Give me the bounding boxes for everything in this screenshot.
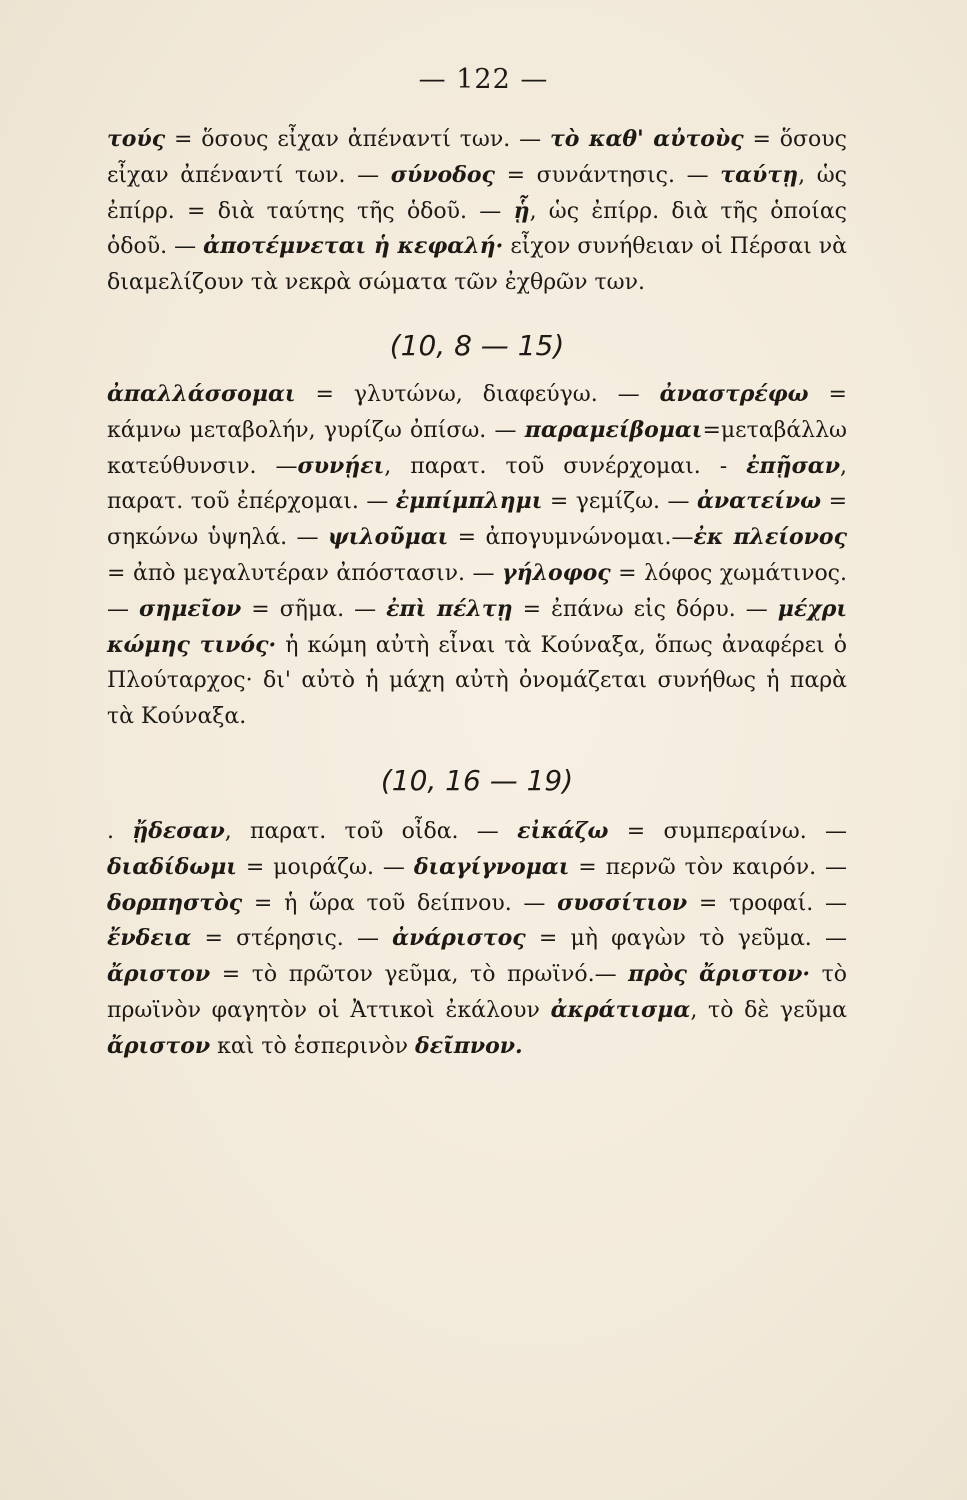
glossary-term: ἐκ πλείονος: [693, 524, 847, 551]
definition-text: = σῆμα. —: [241, 596, 387, 622]
glossary-term: ἐπὶ πέλτῃ: [386, 595, 513, 622]
page-content: [107, 122, 847, 1065]
definition-text: τὸ πρωϊνὸν φαγητὸν οἱ Ἀττικοὶ ἐκάλουν: [107, 962, 847, 1023]
glossary-term: ἄριστον: [107, 961, 211, 988]
definition-text: = περνῶ τὸν καιρόν. —: [569, 854, 847, 880]
section-heading-10-8-15: (10, 8 — 15): [389, 328, 565, 362]
glossary-term: συνῄει: [297, 452, 385, 479]
glossary-term: διαδίδωμι: [107, 853, 237, 880]
definition-text: = κάμνω μεταβολήν, γυρίζω ὀπίσω. —: [107, 381, 847, 443]
definition-text: = ἡ ὥρα τοῦ δείπνου. —: [242, 890, 558, 916]
glossary-term: ἄριστον: [107, 1032, 211, 1059]
page-number: — 122 —: [418, 64, 549, 95]
glossary-term: δορπηστὸς: [107, 889, 243, 916]
definition-text: , παρατ. τοῦ συνέρχομαι. -: [384, 453, 747, 479]
definition-text: = ἐπάνω εἰς δόρυ. —: [512, 596, 778, 622]
definition-text: , τὸ δὲ γεῦμα: [690, 997, 847, 1023]
glossary-term: ταύτῃ: [720, 161, 799, 188]
glossary-term: τούς: [107, 126, 166, 152]
definition-text: = ὅσους εἶχαν ἀπέναντί των. —: [165, 127, 550, 152]
definition-text: , παρατ. τοῦ οἶδα. —: [224, 818, 518, 844]
glossary-term: γήλοφος: [502, 559, 611, 586]
definition-text: = συμπεραίνω. —: [608, 818, 847, 844]
glossary-term: ἀκράτισμα: [550, 996, 691, 1023]
glossary-term: συσσίτιον: [557, 889, 688, 916]
definition-text: = μοιράζω. —: [236, 854, 414, 880]
glossary-term: ψιλοῦμαι: [327, 524, 449, 551]
definition-text: ἡ κώμη αὐτὴ εἶναι τὰ Κούναξα, ὅπως ἀναφέρει ὁ Πλούταρχος· δι' αὐτὸ ἡ μάχη αὐτὴ ὀνομάζεται συνήθως ἡ παρὰ τὰ Κούναξα.: [107, 632, 847, 730]
glossary-term: ᾔδεσαν: [132, 817, 225, 844]
definition-text: = ἀπὸ μεγαλυτέραν ἀπόστασιν. —: [107, 560, 503, 586]
definition-text: = τὸ πρῶτον γεῦμα, τὸ πρωϊνό.—: [210, 962, 629, 988]
glossary-term: ἀνατείνω: [696, 488, 822, 515]
glossary-term: ἀπαλλάσσομαι: [107, 380, 296, 407]
definition-text: = γεμίζω. —: [542, 489, 697, 515]
definition-text: = τροφαί. —: [687, 890, 847, 916]
glossary-term: ἀναστρέφω: [659, 380, 809, 407]
glossary-term: διαγίγνομαι: [413, 853, 570, 880]
glossary-term: εἰκάζω: [517, 817, 609, 844]
glossary-paragraph-2: [107, 377, 847, 735]
glossary-term: ἀποτέμνεται ἡ κεφαλή·: [203, 233, 504, 260]
glossary-paragraph-1: [107, 122, 847, 301]
glossary-term: τὸ καθ' αὐτοὺς: [549, 126, 744, 152]
definition-text: , παρατ. τοῦ ἐπέρχομαι. —: [107, 453, 847, 515]
definition-text: = γλυτώνω, διαφεύγω. —: [295, 381, 660, 407]
glossary-term: ἐπῇσαν: [746, 452, 840, 479]
definition-text: = σηκώνω ὑψηλά. —: [107, 489, 848, 551]
glossary-term: ἀνάριστος: [392, 925, 526, 952]
definition-text: = ὅσους εἶχαν ἀπέναντί των. —: [107, 127, 847, 188]
section-heading-10-16-19: (10, 16 — 19): [380, 763, 574, 797]
glossary-term: μέχρι κώμης τινός·: [107, 595, 847, 658]
definition-text: =μεταβάλλω κατεύθυνσιν. —: [107, 417, 847, 479]
glossary-term: σύνοδος: [390, 161, 495, 188]
definition-text: = μὴ φαγὼν τὸ γεῦμα. —: [525, 926, 847, 952]
definition-text: = συνάντησις. —: [494, 162, 721, 188]
definition-text: εἶχον συνήθειαν οἱ Πέρσαι νὰ διαμελίζουν τὰ νεκρὰ σώματα τῶν ἐχθρῶν των.: [107, 234, 847, 296]
definition-text: = ἀπογυμνώνομαι.—: [448, 525, 694, 551]
glossary-paragraph-3: [107, 814, 847, 1065]
definition-text: , ὡς ἐπίρρ. διὰ τῆς ὁποίας ὁδοῦ. —: [107, 198, 848, 260]
definition-text: = λόφος χωμάτινος. —: [107, 560, 847, 622]
glossary-term: δεῖπνον.: [415, 1032, 523, 1059]
glossary-term: ἔνδεια: [107, 925, 192, 952]
definition-text: = στέρησις. —: [191, 926, 393, 952]
glossary-term: σημεῖον: [139, 595, 242, 622]
glossary-term: πρὸς ἄριστον·: [628, 961, 810, 988]
glossary-term: ᾗ: [513, 197, 530, 224]
glossary-term: παραμείβομαι: [524, 416, 703, 443]
glossary-term: ἐμπίμπλημι: [395, 488, 543, 515]
definition-text: , ὡς ἐπίρρ. = διὰ ταύτης τῆς ὁδοῦ. —: [107, 162, 847, 224]
definition-text: .: [107, 818, 133, 844]
definition-text: καὶ τὸ ἑσπερινὸν: [210, 1033, 416, 1059]
